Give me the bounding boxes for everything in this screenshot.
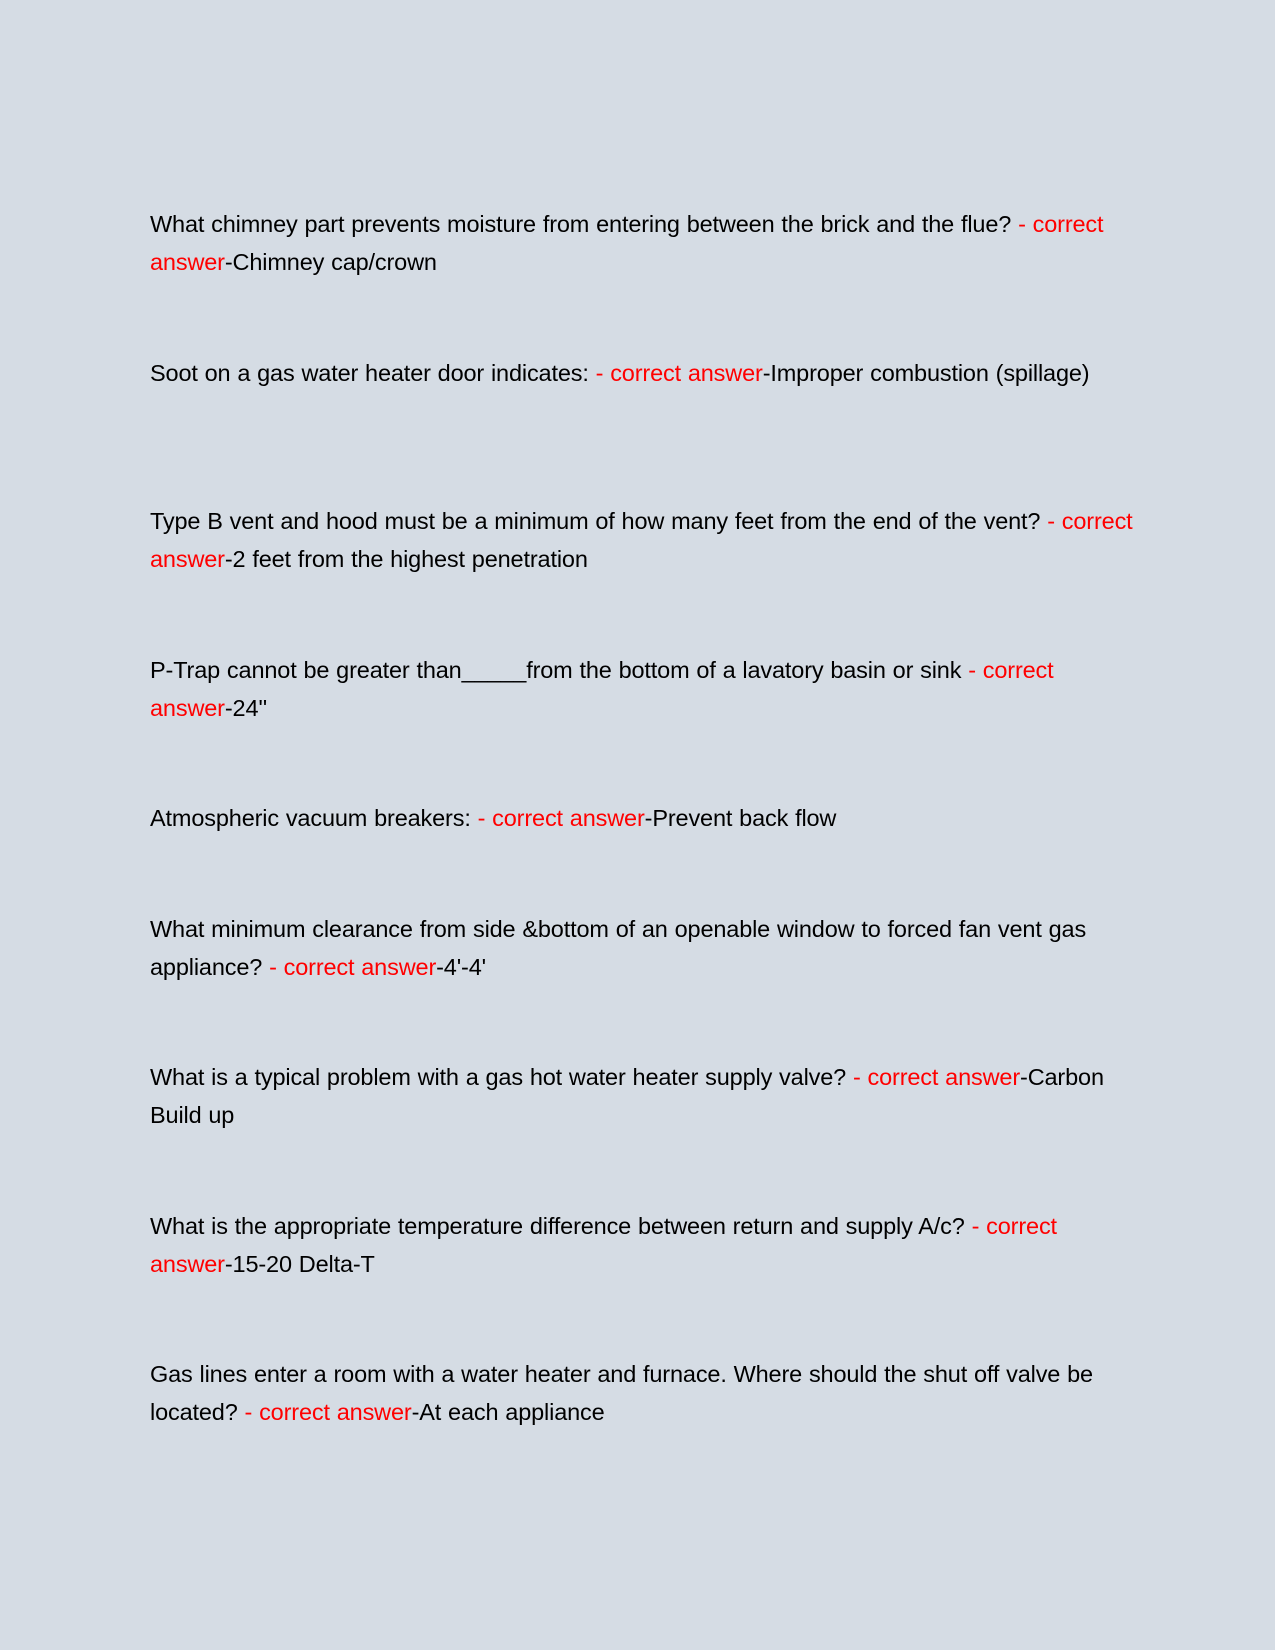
qa-item-2 — [150, 354, 1135, 392]
answer-text: -2 feet from the highest penetration — [224, 546, 588, 572]
answer-text: -At each appliance — [411, 1399, 605, 1425]
answer-label: - correct answer — [477, 805, 645, 831]
answer-text: -15-20 Delta-T — [224, 1251, 375, 1277]
question-text: Soot on a gas water heater door indicates: — [150, 360, 596, 386]
answer-text: -24'' — [224, 695, 268, 721]
question-text: What minimum clearance from side &bottom of an openable window to forced fan vent gas appliance? — [150, 916, 1087, 980]
question-text: Type B vent and hood must be a minimum of how many feet from the end of the vent? — [150, 508, 1048, 534]
answer-label: - correct answer — [150, 211, 1104, 275]
answer-label: - correct answer — [150, 508, 1133, 572]
answer-text: -Carbon Build up — [150, 1064, 1104, 1128]
answer-text: -Improper combustion (spillage) — [762, 360, 1090, 386]
answer-label: - correct answer — [595, 360, 763, 386]
qa-item-3 — [150, 502, 1135, 578]
answer-label: - correct answer — [269, 954, 437, 980]
question-text: Gas lines enter a room with a water heater and furnace. Where should the shut off valve be located? — [150, 1361, 1093, 1425]
answer-label: - correct answer — [244, 1399, 412, 1425]
question-text: Atmospheric vacuum breakers: — [150, 805, 478, 831]
answer-text: -Chimney cap/crown — [224, 249, 437, 275]
qa-item-7 — [150, 1058, 1135, 1134]
question-text: What chimney part prevents moisture from entering between the brick and the flue? — [150, 211, 1019, 237]
qa-item-9 — [150, 1355, 1135, 1431]
answer-label: - correct answer — [150, 657, 1054, 721]
qa-item-6 — [150, 910, 1135, 986]
answer-text: -4'-4' — [436, 954, 486, 980]
question-text: What is a typical problem with a gas hot water heater supply valve? — [150, 1064, 853, 1090]
qa-item-5 — [150, 799, 1135, 837]
answer-text: -Prevent back flow — [644, 805, 837, 831]
question-text: P-Trap cannot be greater than_____from the bottom of a lavatory basin or sink — [150, 657, 969, 683]
answer-label: - correct answer — [852, 1064, 1021, 1090]
question-text: What is the appropriate temperature difference between return and supply A/c? — [150, 1213, 972, 1239]
qa-item-1 — [150, 205, 1135, 281]
qa-item-8 — [150, 1207, 1135, 1283]
answer-label: - correct answer — [150, 1213, 1057, 1277]
qa-item-4 — [150, 651, 1135, 727]
